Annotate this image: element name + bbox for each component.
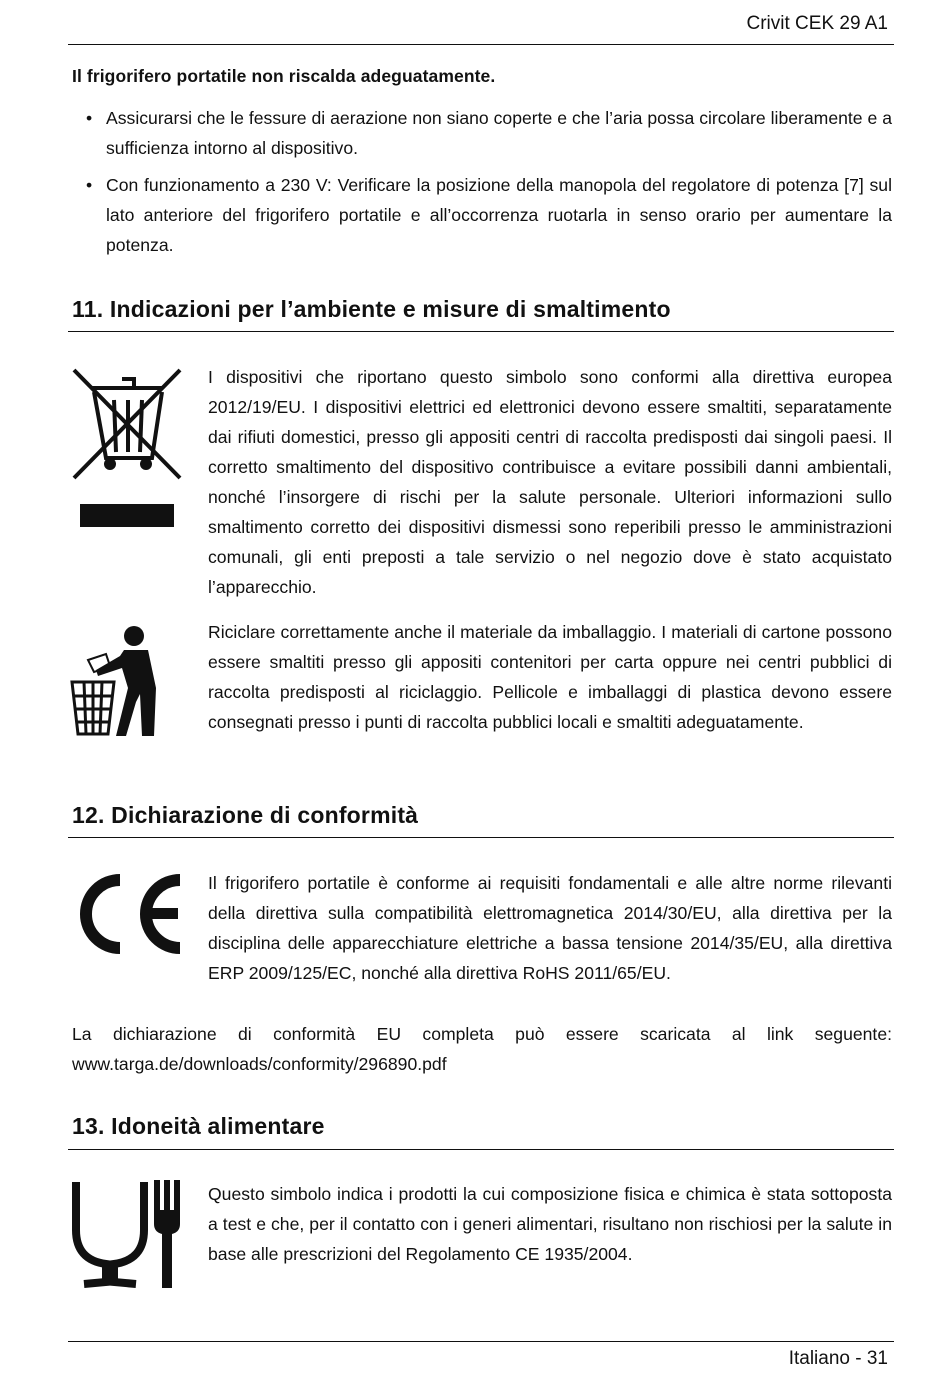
section-11-title: 11. Indicazioni per l’ambiente e misure di smaltimento — [72, 296, 671, 322]
header-divider — [68, 44, 894, 45]
document-header-model: Crivit CEK 29 A1 — [746, 13, 888, 34]
bullet-text: Assicurarsi che le fessure di aerazione non siano coperte e che l’aria possa circolare liberamente e a sufficienza intorno al dispositivo. — [106, 108, 892, 158]
section-12-divider — [68, 837, 894, 838]
section-13-divider — [68, 1149, 894, 1150]
crossed-bin-icon — [70, 366, 184, 530]
section-12-title: 12. Dichiarazione di conformità — [72, 802, 419, 828]
weee-disposal-text: I dispositivi che riportano questo simbolo sono conformi alla direttiva europea 2012/19/EU. I dispositivi elettrici ed elettronici devono essere smaltiti, separatamente dai rifiuti domestici, presso gli appositi centri di raccolta predisposti dai singoli paesi. Il corretto smaltimento del dispositivo contribuisce a evitare possibili danni ambientali, nonché l’insorgere di rischi per la salute personale. Ulteriori informazioni sullo smaltimento corretto dei dispositivi dismessi sono reperibili presso le amministrazioni comunali, gli enti preposti a tale servizio o nel negozio dove è stato acquistato l’apparecchio. — [208, 367, 892, 597]
tidyman-icon — [68, 622, 164, 740]
glass-fork-icon — [70, 1180, 184, 1288]
troubleshoot-heading: Il frigorifero portatile non riscalda adeguatamente. — [72, 66, 496, 86]
page-number: Italiano - 31 — [788, 1348, 888, 1369]
ce-conformity-text: Il frigorifero portatile è conforme ai requisiti fondamentali e alle altre norme rilevanti della direttiva sulla compatibilità elettromagnetica 2014/30/EU, alla direttiva per la disciplina delle apparecchiature elettriche a bassa tensione 2014/35/EU, alla direttiva ERP 2009/125/EC, nonché alla direttiva RoHS 2011/65/EU. — [208, 873, 892, 983]
list-item — [72, 170, 892, 260]
bullet-icon: • — [86, 108, 93, 128]
bullet-icon: • — [86, 175, 93, 195]
section-11-divider — [68, 331, 894, 332]
bullet-text: Con funzionamento a 230 V: Verificare la posizione della manopola del regolatore di potenza [7] sul lato anteriore del frigorifero portatile e all’occorrenza ruotarla in senso orario per aumentare la potenza. — [106, 175, 892, 255]
ce-mark-icon — [70, 874, 184, 954]
section-13-title: 13. Idoneità alimentare — [72, 1113, 325, 1139]
packaging-recycling-text: Riciclare correttamente anche il materiale da imballaggio. I materiali di cartone possono essere smaltiti presso gli appositi contenitori per carta oppure nei centri pubblici di raccolta predisposti al riciclaggio. Pellicole e imballaggi di plastica devono essere consegnati presso i punti di raccolta pubblici locali e smaltiti adeguatamente. — [208, 622, 892, 732]
food-safety-text: Questo simbolo indica i prodotti la cui composizione fisica e chimica è stata sottoposta a test e che, per il contatto con i generi alimentari, risultano non rischiosi per la salute in base alle prescrizioni del Regolamento CE 1935/2004. — [208, 1184, 892, 1264]
list-item — [72, 103, 892, 163]
troubleshoot-bullet-list — [72, 103, 892, 267]
conformity-download-text: La dichiarazione di conformità EU completa può essere scaricata al link seguente: www.targa.de/downloads/conformity/296890.pdf — [72, 1024, 892, 1074]
footer-divider — [68, 1341, 894, 1342]
